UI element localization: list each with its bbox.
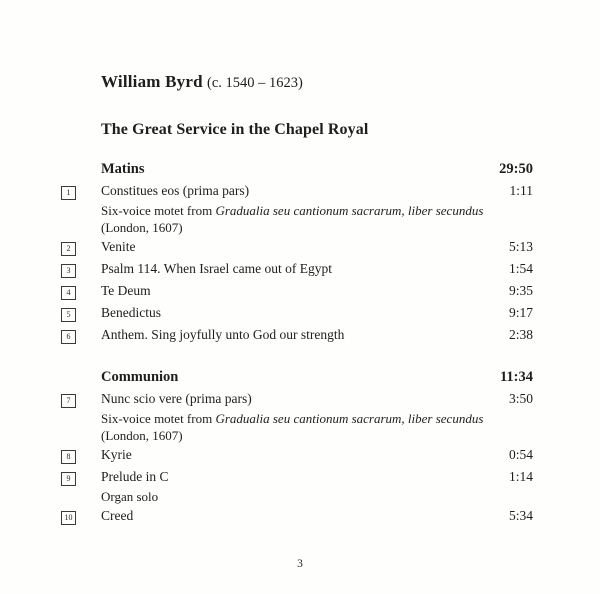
track-number-box <box>61 186 76 200</box>
section-duration: 29:50 <box>499 161 533 177</box>
section-heading-row <box>61 158 533 180</box>
track-note-imprint: (London, 1607) <box>101 428 183 443</box>
track-row <box>61 258 533 280</box>
track-number: 5 <box>66 310 71 319</box>
section-heading: Matins <box>101 161 145 177</box>
note-intro: Six-voice motet from <box>101 411 216 426</box>
album-title: The Great Service in the Chapel Royal <box>101 121 369 138</box>
track-number-box <box>61 308 76 322</box>
note-source-title: Gradualia seu cantionum sacrarum, liber secundus <box>215 203 484 218</box>
track-number: 9 <box>66 474 71 483</box>
track-title: Te Deum <box>101 283 151 298</box>
section-heading: Communion <box>101 369 179 385</box>
track-time: 5:13 <box>508 239 533 254</box>
track-number: 2 <box>66 244 71 253</box>
track-time: 5:34 <box>508 508 533 523</box>
track-number: 7 <box>66 396 71 405</box>
track-title: Kyrie <box>101 447 132 462</box>
track-note-row <box>61 219 533 236</box>
note-source-title: Gradualia seu cantionum sacrarum, liber secundus <box>215 411 484 426</box>
track-title: Creed <box>101 508 134 523</box>
section-duration: 11:34 <box>499 369 533 385</box>
track-number-box <box>61 511 76 525</box>
track-title: Anthem. Sing joyfully unto God our strength <box>101 327 345 342</box>
track-row <box>61 466 533 488</box>
track-number: 1 <box>66 188 71 197</box>
track-number: 8 <box>66 452 71 461</box>
track-row <box>61 324 533 346</box>
track-number: 3 <box>66 266 71 275</box>
track-note-row <box>61 488 533 505</box>
track-title: Constitues eos (prima pars) <box>101 183 250 198</box>
track-row <box>61 236 533 258</box>
track-note-row <box>61 410 533 427</box>
tracklist <box>61 158 533 527</box>
track-title: Prelude in C <box>101 469 169 484</box>
track-number-box <box>61 264 76 278</box>
page-number: 3 <box>297 558 303 570</box>
track-row <box>61 388 533 410</box>
track-time: 1:54 <box>508 261 533 276</box>
track-title: Psalm 114. When Israel came out of Egypt <box>101 261 332 276</box>
track-time: 1:14 <box>508 469 533 484</box>
track-number: 10 <box>64 513 73 522</box>
track-time: 9:35 <box>508 283 533 298</box>
track-number-box <box>61 450 76 464</box>
track-note <box>101 202 533 219</box>
track-time: 3:50 <box>508 391 533 406</box>
composer-name: William Byrd <box>101 72 203 91</box>
track-title: Nunc scio vere (prima pars) <box>101 391 252 406</box>
track-title: Venite <box>101 239 136 254</box>
track-row <box>61 444 533 466</box>
track-row <box>61 505 533 527</box>
track-note: Organ solo <box>101 489 159 504</box>
track-row <box>61 302 533 324</box>
note-intro: Six-voice motet from <box>101 203 216 218</box>
section-heading-row <box>61 366 533 388</box>
track-row <box>61 280 533 302</box>
track-note-imprint: (London, 1607) <box>101 220 183 235</box>
track-number-box <box>61 394 76 408</box>
track-number-box <box>61 242 76 256</box>
track-number: 4 <box>66 288 71 297</box>
track-number: 6 <box>66 332 71 341</box>
track-number-box <box>61 330 76 344</box>
track-time: 1:11 <box>509 183 533 198</box>
track-row <box>61 180 533 202</box>
track-note-row <box>61 427 533 444</box>
composer-dates: (c. 1540 – 1623) <box>207 75 303 91</box>
composer-line <box>101 70 533 95</box>
track-note-row <box>61 202 533 219</box>
track-time: 0:54 <box>508 447 533 462</box>
track-number-box <box>61 472 76 486</box>
track-time: 2:38 <box>508 327 533 342</box>
track-title: Benedictus <box>101 305 161 320</box>
track-time: 9:17 <box>508 305 533 320</box>
track-note <box>101 410 533 427</box>
track-number-box <box>61 286 76 300</box>
